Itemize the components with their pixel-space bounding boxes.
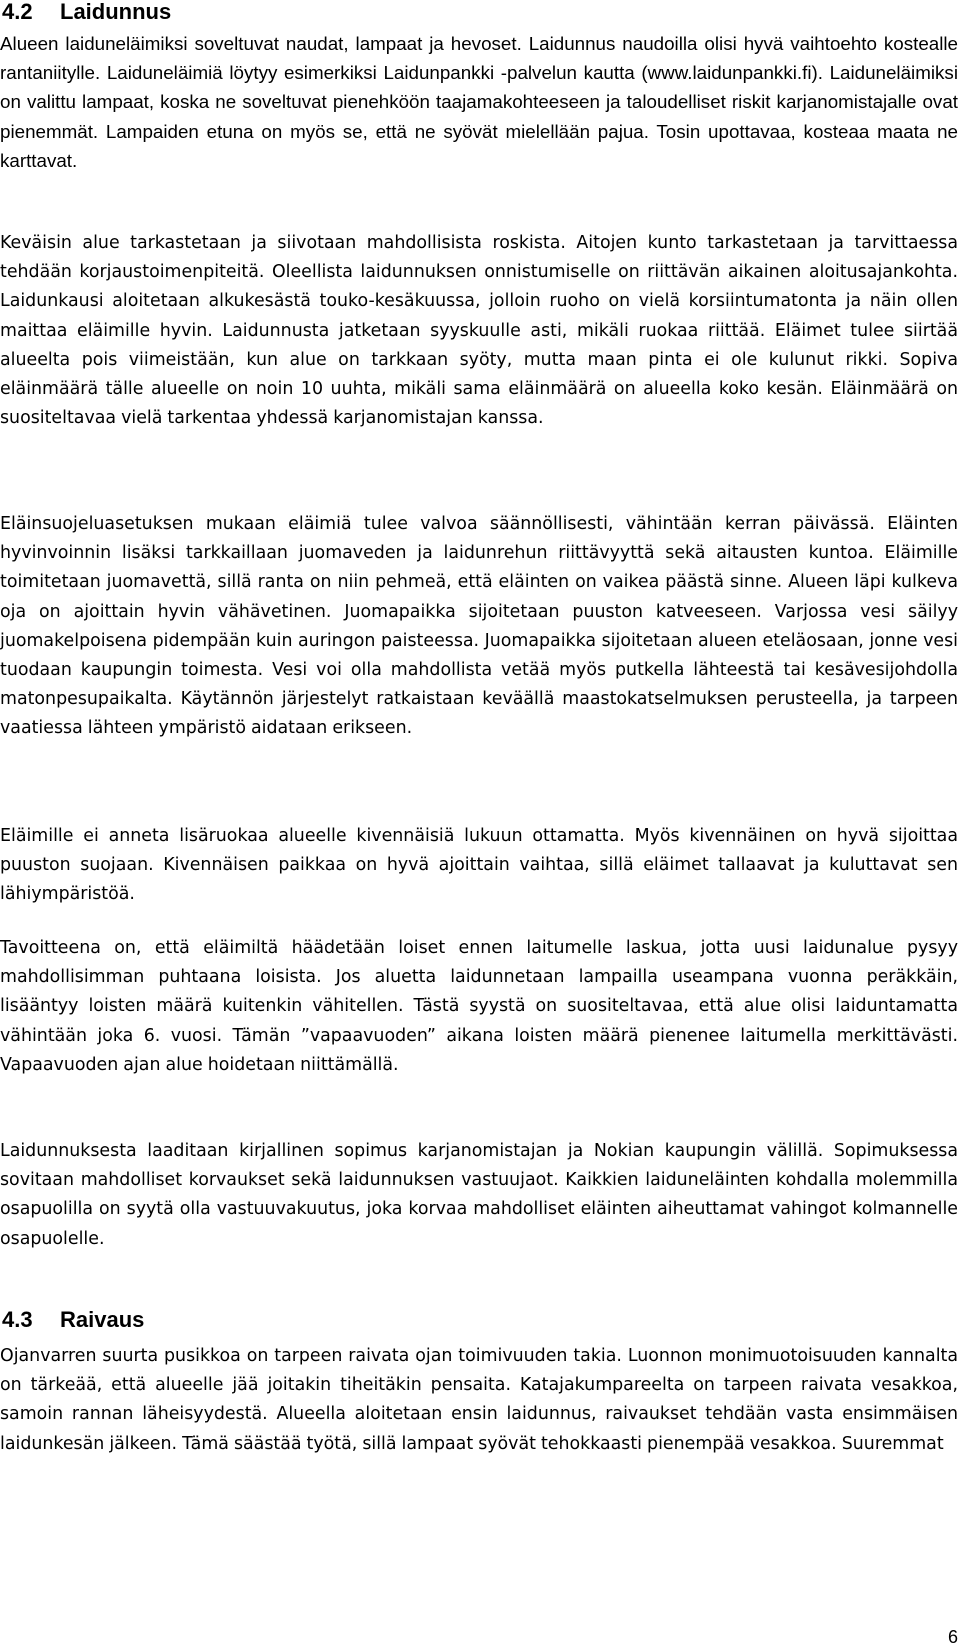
paragraph-parasites: Tavoitteena on, että eläimiltä häädetään loiset ennen laitumelle laskua, jotta uusi laidunalue pysyy mahdollisimman puhtaana loisista. Jos aluetta laidunnetaan lampailla useampana vuonna peräkkäin, lisääntyy loisten määrä kuitenkin vähitellen. Tästä syystä on suositeltavaa, että alue olisi laiduntamatta vähintään joka 6. vuosi. Tämän ”vapaavuoden” aikana loisten määrä pienenee laitumella merkittävästi. Vapaavuoden ajan alue hoidetaan niittämällä. — [0, 938, 958, 1075]
paragraph-minerals: Eläimille ei anneta lisäruokaa alueelle kivennäisiä lukuun ottamatta. Myös kivennäinen on hyvä sijoittaa puuston suojaan. Kivennäisen paikkaa on hyvä ajoittain vaihtaa, sillä eläimet tallaavat ja kuluttavat sen lähiympäristöä. — [0, 826, 958, 905]
section-heading-raivaus — [2, 1307, 144, 1333]
paragraph-agreement: Laidunnuksesta laaditaan kirjallinen sopimus karjanomistajan ja Nokian kaupungin välillä. Sopimuksessa sovitaan mahdolliset korvaukset sekä laidunnuksen vastuujaot. Kaikkien laiduneläinten kohdalla molemmilla osapuolilla on syytä olla vastuuvakuutus, joka korvaa mahdolliset eläinten aiheuttamat vahingot kolmannelle osapuolelle. — [0, 1141, 958, 1249]
section-title: Laidunnus — [60, 0, 172, 24]
paragraph-laidunnus-intro: Alueen laiduneläimiksi soveltuvat naudat, lampaat ja hevoset. Laidunnus naudoilla olisi hyvä vaihtoehto kostealle rantaniitylle. Laiduneläimiä löytyy esimerkiksi Laidunpankki -palvelun kautta (www.laidunpankki.fi). Laiduneläimiksi on valittu lampaat, koska ne soveltuvat pienehköön taajamakohteeseen ja taloudelliset riskit karjanomistajalle ovat pienemmät. Lampaiden etuna on myös se, että ne syövät mielellään pajua. Tosin upottavaa, kosteaa maata ne karttavat. — [0, 33, 958, 171]
section-title: Raivaus — [60, 1307, 145, 1332]
paragraph-animal-welfare: Eläinsuojeluasetuksen mukaan eläimiä tulee valvoa säännöllisesti, vähintään kerran päivässä. Eläinten hyvinvoinnin lisäksi tarkkaillaan juomaveden ja laidunrehun riittävyyttä sekä aitausten kuntoa. Eläimille toimitetaan juomavettä, sillä ranta on niin pehmeä, että eläinten on vaikea päästä sinne. Alueen läpi kulkeva oja on ajoittain hyvin vähävetinen. Juomapaikka sijoitetaan puuston katveeseen. Varjossa vesi säilyy juomakelpoisena pidempään kuin auringon paisteessa. Juomapaikka sijoitetaan alueen eteläosaan, jonne vesi tuodaan kaupungin toimesta. Vesi voi olla mahdollista vetää myös putkella lähteestä tai kesävesijohdolla matonpesupaikalta. Käytännön järjestelyt ratkaistaan keväällä maastokatselmuksen perusteella, ja tarpeen vaatiessa lähteen ympäristö aidataan erikseen. — [0, 514, 958, 739]
paragraph-spring-inspection: Keväisin alue tarkastetaan ja siivotaan mahdollisista roskista. Aitojen kunto tarkastetaan ja tarvittaessa tehdään korjaustoimenpiteitä. Oleellista laidunnuksen onnistumiselle on riittävän aikainen aloitusajankohta. Laidunkausi aloitetaan alkukesästä touko-kesäkuussa, jolloin ruoho on vielä korsiintumatonta ja näin ollen maittaa eläimille hyvin. Laidunnusta jatketaan syyskuulle asti, mikäli ruokaa riittää. Eläimet tulee siirtää alueelta pois viimeistään, kun alue on tarkkaan syöty, mutta maan pinta ei ole kulunut rikki. Sopiva eläinmäärä tälle alueelle on noin 10 uuhta, mikäli sama eläinmäärä on alueella koko kesän. Eläinmäärä on suositeltavaa vielä tarkentaa yhdessä karjanomistajan kanssa. — [0, 233, 958, 429]
section-number: 4.2 — [2, 0, 33, 24]
section-number: 4.3 — [2, 1307, 33, 1332]
paragraph-raivaus: Ojanvarren suurta pusikkoa on tarpeen raivata ojan toimivuuden takia. Luonnon monimuotoisuuden kannalta on tärkeää, että alueelle jää joitakin tiheitäkin pensaita. Katajakumpareelta on tarpeen raivata vesakkoa, samoin rannan läheisyydestä. Alueella aloitetaan ensin laidunnus, raivaukset tehdään vasta ensimmäisen laidunkesän jälkeen. Tämä säästää työtä, sillä lampaat syövät tehokkaasti pienempää vesakkoa. Suuremmat — [0, 1346, 958, 1454]
page-number: 6 — [947, 1627, 958, 1647]
section-heading-laidunnus — [2, 0, 171, 25]
